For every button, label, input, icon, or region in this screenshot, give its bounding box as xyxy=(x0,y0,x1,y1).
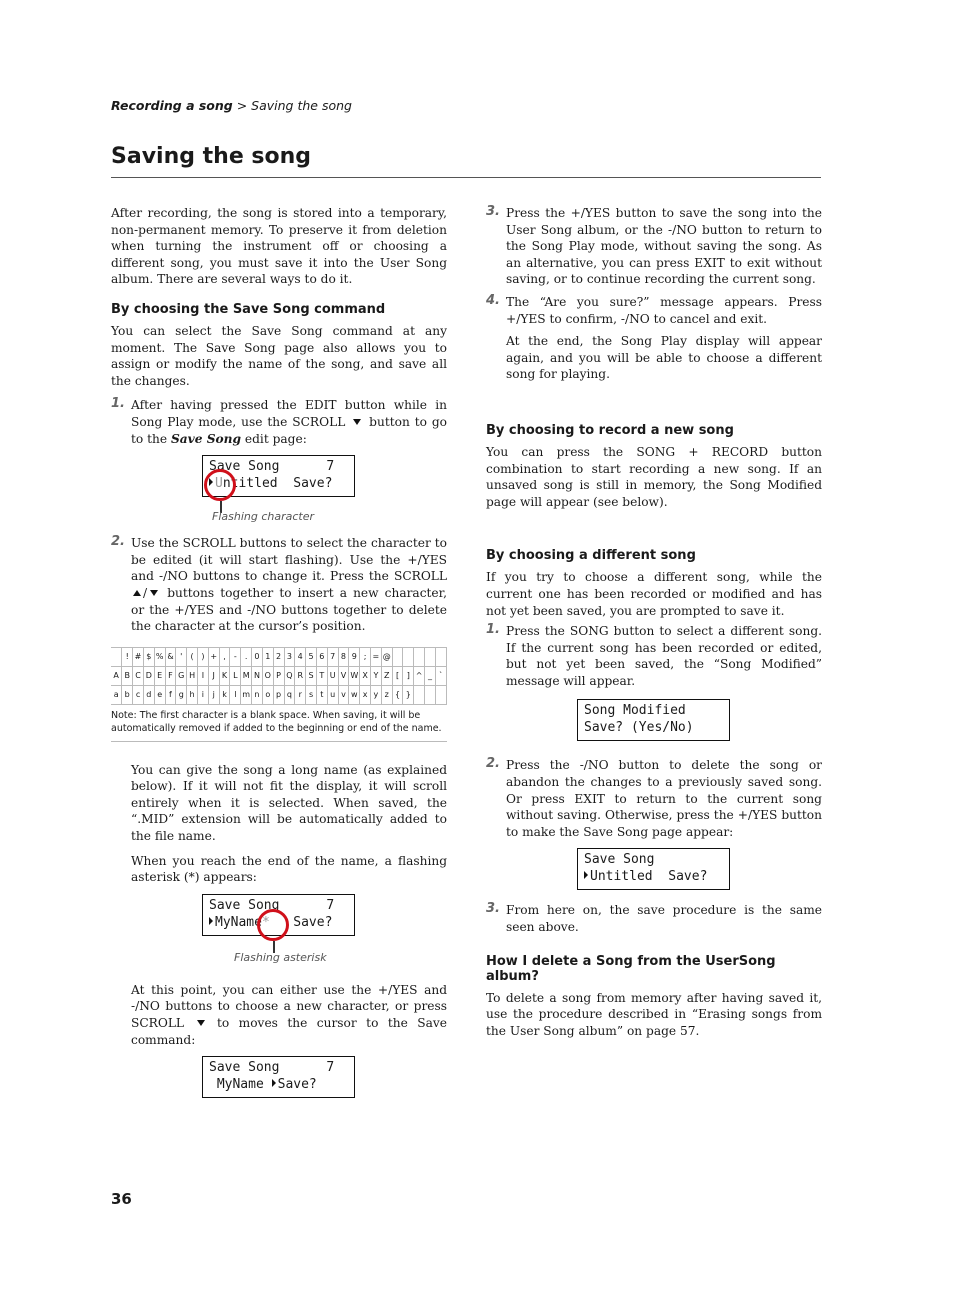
step-number: 1. xyxy=(111,396,125,412)
lcd-figure-5 xyxy=(577,848,822,890)
character-cell: } xyxy=(403,685,414,704)
character-cell: s xyxy=(306,685,317,704)
character-cell: x xyxy=(360,685,371,704)
character-cell: ( xyxy=(187,647,198,666)
character-cell: c xyxy=(133,685,144,704)
character-cell xyxy=(111,647,122,666)
character-cell: ` xyxy=(435,666,446,685)
character-cell: ' xyxy=(176,647,187,666)
character-cell: e xyxy=(154,685,165,704)
character-cell: E xyxy=(154,666,165,685)
character-cell: P xyxy=(273,666,284,685)
breadcrumb-separator: > xyxy=(232,98,252,113)
character-cell: h xyxy=(187,685,198,704)
character-cell: = xyxy=(371,647,382,666)
different-song-step-3 xyxy=(486,902,822,935)
asterisk-paragraph: When you reach the end of the name, a flashing asterisk (*) appears: xyxy=(131,853,447,885)
section-heading-save-song-command: By choosing the Save Song command xyxy=(111,301,386,317)
character-cell: & xyxy=(165,647,176,666)
lcd-text: Save? xyxy=(269,914,333,930)
step-text: / xyxy=(143,585,148,600)
flashing-asterisk: * xyxy=(261,914,270,930)
character-cell: l xyxy=(230,685,241,704)
character-cell: 7 xyxy=(327,647,338,666)
character-cell: B xyxy=(122,666,133,685)
character-cell: T xyxy=(316,666,327,685)
character-cell: r xyxy=(295,685,306,704)
breadcrumb xyxy=(111,98,352,113)
character-cell: p xyxy=(273,685,284,704)
character-cell: J xyxy=(208,666,219,685)
step-text: buttons together to insert a new character, or the +/YES and -/NO buttons together to delete the character at the cursor’s position. xyxy=(131,585,447,634)
character-cell: W xyxy=(349,666,360,685)
character-cell: V xyxy=(338,666,349,685)
character-cell xyxy=(435,647,446,666)
scroll-down-icon xyxy=(197,1020,205,1026)
character-cell: U xyxy=(327,666,338,685)
character-cell xyxy=(392,647,403,666)
character-cell xyxy=(425,647,436,666)
character-cell: A xyxy=(111,666,122,685)
character-cell xyxy=(414,647,425,666)
character-cell: 5 xyxy=(306,647,317,666)
different-song-step-2 xyxy=(486,757,822,840)
lcd-figure-2 xyxy=(202,894,447,972)
character-cell: n xyxy=(252,685,263,704)
point-paragraph xyxy=(131,982,447,1048)
different-song-step-1 xyxy=(486,623,822,689)
character-cell: d xyxy=(143,685,154,704)
character-cell: 1 xyxy=(262,647,273,666)
character-cell: k xyxy=(219,685,230,704)
character-cell: 8 xyxy=(338,647,349,666)
figure-caption: Flashing character xyxy=(212,510,315,524)
character-cell: Y xyxy=(371,666,382,685)
character-cell: K xyxy=(219,666,230,685)
cursor-arrow-icon xyxy=(272,1079,276,1087)
character-cell: ^ xyxy=(414,666,425,685)
character-cell: z xyxy=(381,685,392,704)
character-cell: t xyxy=(316,685,327,704)
point-block xyxy=(111,982,447,1048)
character-row xyxy=(111,685,447,704)
step-text: button to go to the xyxy=(131,414,448,446)
character-cell: % xyxy=(154,647,165,666)
character-cell: j xyxy=(208,685,219,704)
step-text: Press the -/NO button to delete the song or abandon the changes to a previously saved song. Or press EXIT to return to the current song without saving. Otherwise, press the +/YES button to make the Save Song page appear: xyxy=(506,758,822,839)
character-cell: F xyxy=(165,666,176,685)
character-cell: O xyxy=(262,666,273,685)
lcd-figure-1 xyxy=(202,455,447,525)
step-number: 1. xyxy=(486,622,500,638)
left-column xyxy=(111,205,447,1098)
cursor-arrow-icon xyxy=(584,871,588,879)
lcd-figure-3 xyxy=(202,1056,447,1098)
character-cell: Z xyxy=(381,666,392,685)
character-cell: ; xyxy=(360,647,371,666)
character-row xyxy=(111,666,447,685)
step-text: The “Are you sure?” message appears. Press +/YES to confirm, -/NO to cancel and exit. xyxy=(506,294,822,326)
lcd-display-3 xyxy=(202,1056,355,1098)
character-cell: S xyxy=(306,666,317,685)
section-delete-song-text: To delete a song from memory after having saved it, use the procedure described in “Erasing songs from the User Song album” on page 57. xyxy=(486,990,822,1038)
paragraph-text: to moves the cursor to the Save command: xyxy=(131,1016,448,1047)
section-heading-record-new-song: By choosing to record a new song xyxy=(486,422,734,438)
section-heading-delete-song: How I delete a Song from the UserSong album? xyxy=(486,953,776,984)
step-2 xyxy=(111,535,447,635)
character-cell: R xyxy=(295,666,306,685)
character-cell: . xyxy=(241,647,252,666)
lcd-display-save-song xyxy=(577,848,730,890)
figure-caption: Flashing asterisk xyxy=(234,950,327,964)
highlight-circle xyxy=(204,469,236,501)
step-text: Press the +/YES button to save the song into the User Song album, or the -/NO button to return to the Song Play mode, without saving the song. As an alternative, you can press EXIT to exit without saving, or to continue recording the current song. xyxy=(506,206,822,287)
step-4-extra: At the end, the Song Play display will appear again, and you will be able to choose a different song for playing. xyxy=(506,334,822,382)
character-cell: i xyxy=(198,685,209,704)
character-cell: 0 xyxy=(252,647,263,666)
character-cell: Q xyxy=(284,666,295,685)
character-cell: [ xyxy=(392,666,403,685)
section-different-song-text: If you try to choose a different song, while the current one has been recorded or modified and has not yet been saved, you are prompted to save it. xyxy=(486,570,822,618)
character-cell: , xyxy=(219,647,230,666)
character-cell: b xyxy=(122,685,133,704)
character-cell: X xyxy=(360,666,371,685)
step-text: Press the SONG button to select a different song. If the current song has been recorded or edited, but not yet been saved, the “Song Modified” message will appear. xyxy=(506,624,822,688)
step-number: 4. xyxy=(486,292,500,308)
character-cell: C xyxy=(133,666,144,685)
character-cell xyxy=(414,685,425,704)
highlight-circle xyxy=(257,909,289,941)
character-cell: N xyxy=(252,666,263,685)
page-title: Saving the song xyxy=(111,144,312,169)
save-song-page-name: Save Song xyxy=(170,431,242,446)
lcd-line xyxy=(584,868,723,885)
flashing-character: U xyxy=(215,476,223,492)
step-number: 3. xyxy=(486,204,500,219)
lcd-text: ntitled Save? xyxy=(222,476,333,492)
step-4 xyxy=(486,294,822,327)
lcd-figure-4 xyxy=(577,699,822,741)
character-cell: f xyxy=(165,685,176,704)
lcd-line: Save Song xyxy=(584,852,655,868)
character-cell: y xyxy=(371,685,382,704)
character-cell: # xyxy=(133,647,144,666)
character-cell: ) xyxy=(198,647,209,666)
step-1 xyxy=(111,397,447,447)
character-table xyxy=(111,647,447,705)
page-number: 36 xyxy=(111,1190,132,1208)
character-cell: q xyxy=(284,685,295,704)
character-cell: w xyxy=(349,685,360,704)
character-cell xyxy=(403,647,414,666)
character-cell: u xyxy=(327,685,338,704)
paragraph-text: At this point, you can either use the +/YES and -/NO buttons to choose a new character, or press SCROLL xyxy=(131,982,447,1031)
character-cell: D xyxy=(143,666,154,685)
lcd-display-song-modified xyxy=(577,699,730,741)
character-cell: ! xyxy=(122,647,133,666)
lcd-line: Save Song 7 xyxy=(209,897,335,913)
character-cell: v xyxy=(338,685,349,704)
lcd-line: Save Song 7 xyxy=(209,459,335,475)
character-cell: 6 xyxy=(316,647,327,666)
breadcrumb-page: Saving the song xyxy=(251,98,352,113)
step-text: After having pressed the EDIT button while in Song Play mode, use the SCROLL xyxy=(131,398,447,429)
character-cell: I xyxy=(198,666,209,685)
step-3 xyxy=(486,205,822,288)
scroll-down-icon xyxy=(150,590,158,596)
character-cell: - xyxy=(230,647,241,666)
character-cell: 3 xyxy=(284,647,295,666)
character-cell: H xyxy=(187,666,198,685)
step-text: From here on, the save procedure is the same seen above. xyxy=(506,903,822,935)
lcd-text: MyName xyxy=(215,914,262,930)
lcd-line xyxy=(209,1076,348,1093)
title-divider xyxy=(111,177,821,178)
character-note: Note: The first character is a blank space. When saving, it will be automatically removed if added to the beginning or end of the name. xyxy=(111,709,447,742)
section-heading-different-song: By choosing a different song xyxy=(486,548,696,564)
intro-paragraph: After recording, the song is stored into a temporary, non-permanent memory. To preserve it from deletion when turning the instrument off or choosing a different song, you must save it into the User Song album. There are several ways to do it. xyxy=(111,206,447,287)
lcd-text: MyName xyxy=(209,1077,272,1093)
character-cell: 9 xyxy=(349,647,360,666)
lcd-line: Save Song 7 xyxy=(209,1060,335,1076)
character-cell: L xyxy=(230,666,241,685)
character-cell: @ xyxy=(381,647,392,666)
character-cell: o xyxy=(262,685,273,704)
character-cell: g xyxy=(176,685,187,704)
character-cell: { xyxy=(392,685,403,704)
character-row xyxy=(111,647,447,666)
character-cell: G xyxy=(176,666,187,685)
step-text: edit page: xyxy=(244,431,307,446)
step-text: Use the SCROLL buttons to select the character to be edited (it will start flashing). Use the +/YES and -/NO buttons to change it. Press the SCROLL xyxy=(131,536,447,584)
long-name-paragraph: You can give the song a long name (as explained below). If it will not fit the display, it will scroll entirely when it is selected. When saved, the “.MID” extension will be automatically added to the file name. xyxy=(131,762,447,844)
character-cell xyxy=(435,685,446,704)
breadcrumb-section: Recording a song xyxy=(111,98,233,113)
character-cell: 2 xyxy=(273,647,284,666)
character-cell: 4 xyxy=(295,647,306,666)
cursor-arrow-icon xyxy=(209,917,213,925)
section-record-new-song-text: You can press the SONG + RECORD button combination to start recording a new song. If an unsaved song is still in memory, the Song Modified page will appear (see below). xyxy=(486,444,822,509)
step-number: 2. xyxy=(486,756,500,772)
character-cell: ] xyxy=(403,666,414,685)
character-cell: + xyxy=(208,647,219,666)
character-cell: a xyxy=(111,685,122,704)
section-save-song-text: You can select the Save Song command at any moment. The Save Song page also allows you to assign or modify the name of the song, and save all the changes. xyxy=(111,323,447,388)
step-number: 3. xyxy=(486,901,500,917)
character-cell: m xyxy=(241,685,252,704)
character-cell: $ xyxy=(143,647,154,666)
right-column xyxy=(486,205,822,1047)
lcd-line: Song Modified xyxy=(584,703,686,719)
character-cell: M xyxy=(241,666,252,685)
character-cell: _ xyxy=(425,666,436,685)
long-name-block xyxy=(111,762,447,886)
character-cell xyxy=(425,685,436,704)
scroll-up-icon xyxy=(133,590,141,596)
lcd-text: Save? xyxy=(277,1077,317,1093)
scroll-down-icon xyxy=(353,419,361,425)
lcd-line: Save? (Yes/No) xyxy=(584,720,694,736)
lcd-text: Untitled Save? xyxy=(590,869,708,885)
step-number: 2. xyxy=(111,534,125,550)
